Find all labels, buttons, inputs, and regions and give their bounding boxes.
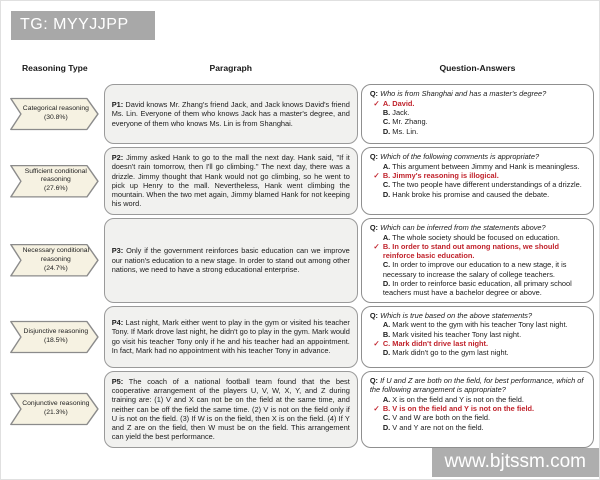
paragraph-text: Jimmy asked Hank to go to the mall the next day. Hank said, "If it doesn't rain tomorrow, then I'll go climbing." The next day, there was a drizzle. Jimmy thought that Hank would not go climbing, so he went to pick up Henry to the mall. Nevertheless, Hank went climbing the mountain. When the two met again, Jimmy blamed Hank for not keeping his word.: [111, 153, 350, 209]
option-letter: A.: [382, 320, 391, 330]
answer-option: [383, 330, 586, 339]
question-label: Q:: [369, 222, 379, 232]
option-letter: B.: [382, 171, 391, 181]
watermark: www.bjtssm.com: [432, 448, 599, 477]
paragraph-box: [104, 84, 358, 144]
option-text: Mark didn't drive last night.: [392, 339, 489, 349]
option-text: In order to improve our education to a new stage, it is necessary to increase the salary of college teachers.: [382, 260, 567, 279]
answer-option: [383, 413, 586, 422]
question-label: Q:: [369, 89, 379, 98]
question-text: Who is from Shanghai and has a master's degree?: [380, 89, 547, 98]
reasoning-type-banner: [9, 243, 101, 277]
option-text: Mr. Zhang.: [392, 117, 428, 127]
option-letter: D.: [382, 279, 391, 289]
answer-option: [383, 117, 586, 126]
answer-option: [373, 171, 586, 181]
option-letter: D.: [382, 189, 391, 199]
reasoning-type-percent: (24.7%): [43, 264, 68, 272]
checkmark-icon: ✓: [373, 339, 380, 349]
options-list: [373, 232, 586, 298]
question-box: [361, 84, 594, 144]
option-letter: A.: [382, 98, 391, 108]
option-text: This argument between Jimmy and Hank is meaningless.: [392, 161, 580, 171]
answer-option: [383, 260, 586, 279]
option-letter: C.: [382, 260, 391, 270]
paragraph-box: [104, 306, 358, 368]
reasoning-table: [9, 63, 594, 451]
option-text: X is on the field and Y is not on the field.: [392, 394, 524, 404]
option-letter: D.: [382, 126, 391, 136]
answer-option: [383, 348, 586, 357]
reasoning-type-percent: (27.6%): [43, 185, 68, 193]
reasoning-type-percent: (21.3%): [43, 409, 68, 417]
option-letter: A.: [382, 232, 391, 242]
paragraph-text: Only if the government reinforces basic education can we improve our nation's education to a new stage. In order to stand out among other nations, we need to have a strong educational enterprise.: [111, 246, 350, 274]
option-text: Ms. Lin.: [392, 126, 419, 136]
table-row: [9, 371, 594, 448]
paragraph-label: P2:: [111, 153, 124, 162]
option-text: Jimmy's reasoning is illogical.: [392, 171, 499, 181]
option-letter: D.: [382, 348, 391, 358]
paragraph-label: P4:: [111, 318, 124, 328]
option-text: V and W are both on the field.: [392, 413, 491, 423]
reasoning-type-cell: [9, 218, 101, 303]
figure-tag: TG: MYYJJPP: [11, 11, 155, 40]
qa-cell: [361, 147, 594, 215]
table-row: [9, 218, 594, 303]
answer-option: [383, 180, 586, 189]
checkmark-icon: ✓: [373, 171, 380, 181]
answer-option: [383, 108, 586, 117]
column-headers: [9, 63, 594, 73]
reasoning-type-banner: [9, 320, 101, 354]
reasoning-type-banner: [9, 164, 101, 198]
answer-option: [383, 162, 586, 171]
qa-cell: [361, 84, 594, 144]
paragraph-box: [104, 147, 358, 215]
reasoning-type-percent: (18.5%): [43, 336, 68, 344]
paragraph-cell: [104, 371, 358, 448]
option-letter: C.: [382, 339, 391, 349]
paragraph-label: P5:: [111, 376, 124, 386]
option-letter: A.: [382, 394, 391, 404]
reasoning-type-label: Conjunctive reasoning: [22, 400, 90, 408]
reasoning-type-banner: [9, 97, 101, 131]
answer-option: [373, 98, 586, 108]
reasoning-type-cell: [9, 147, 101, 215]
option-letter: C.: [382, 117, 391, 127]
question-box: [361, 306, 594, 368]
option-letter: B.: [382, 404, 391, 414]
question-text: Which is true based on the above statements?: [380, 310, 533, 320]
question-text: Which of the following comments is appropriate?: [380, 152, 540, 161]
answer-option: [383, 127, 586, 136]
options-list: [373, 161, 586, 199]
checkmark-icon: ✓: [373, 98, 380, 108]
answer-option: [373, 339, 586, 349]
table-row: [9, 84, 594, 144]
option-letter: D.: [382, 422, 391, 432]
option-letter: B.: [382, 108, 391, 118]
qa-cell: [361, 371, 594, 448]
paragraph-box: [104, 218, 358, 303]
checkmark-icon: ✓: [373, 404, 380, 414]
option-text: Mark visited his teacher Tony last night.: [392, 329, 522, 339]
option-text: Mark didn't go to the gym last night.: [392, 348, 509, 358]
table-row: [9, 147, 594, 215]
option-text: David.: [392, 98, 415, 108]
paragraph-cell: [104, 306, 358, 368]
answer-option: [383, 423, 586, 432]
reasoning-type-cell: [9, 84, 101, 144]
options-list: [373, 98, 586, 136]
answer-option: [383, 279, 586, 298]
paragraph-label: P3:: [111, 246, 124, 256]
answer-option: [383, 190, 586, 199]
answer-option: [383, 233, 586, 242]
reasoning-type-label: Necessary conditional reasoning: [22, 246, 90, 263]
reasoning-type-banner: [9, 392, 101, 426]
answer-option: [373, 404, 586, 414]
question-label: Q:: [369, 152, 379, 161]
question-text: If U and Z are both on the field, for best performance, which of the following arrangement is appropriate?: [369, 375, 584, 394]
option-letter: B.: [382, 241, 391, 251]
reasoning-type-label: Disjunctive reasoning: [23, 327, 89, 335]
paragraph-label: P1:: [111, 100, 124, 110]
option-text: In order to reinforce basic education, all primary school teachers must have a bachelor degree or above.: [382, 279, 572, 298]
question-box: [361, 218, 594, 303]
paragraph-cell: [104, 147, 358, 215]
option-text: V and Y are not on the field.: [392, 422, 484, 432]
question-text: Which can be inferred from the statements above?: [380, 222, 546, 232]
reasoning-type-label: Categorical reasoning: [22, 105, 89, 113]
question-box: [361, 147, 594, 215]
question-box: [361, 371, 594, 448]
question-label: Q:: [369, 375, 379, 385]
options-list: [373, 320, 586, 358]
column-header-question-answers: Question-Answers: [439, 63, 516, 73]
option-text: The whole society should be focused on education.: [392, 232, 560, 242]
option-text: Mark went to the gym with his teacher Tony last night.: [392, 320, 568, 330]
paragraph-cell: [104, 218, 358, 303]
option-letter: B.: [382, 329, 391, 339]
paragraph-cell: [104, 84, 358, 144]
paragraph-box: [104, 371, 358, 448]
paragraph-text: Last night, Mark either went to play in the gym or visited his teacher Tony. If Mark drove last night, he didn't go to play in the gym. Mark would go visit his teacher Tony only if he and his teacher had an appointment. In fact, Mark had no appointment with his teacher Tony in advance.: [111, 318, 350, 355]
answer-option: [383, 320, 586, 329]
checkmark-icon: ✓: [373, 241, 380, 251]
option-letter: A.: [382, 161, 391, 171]
qa-cell: [361, 306, 594, 368]
reasoning-type-label: Sufficient conditional reasoning: [24, 167, 87, 184]
reasoning-type-percent: (30.8%): [43, 114, 68, 121]
reasoning-type-cell: [9, 371, 101, 448]
answer-option: [373, 241, 586, 261]
qa-cell: [361, 218, 594, 303]
option-text: V is on the field and Y is not on the field.: [392, 404, 535, 414]
option-text: In order to stand out among nations, we should reinforce basic education.: [382, 241, 559, 261]
reasoning-type-cell: [9, 306, 101, 368]
column-header-reasoning-type: Reasoning Type: [21, 63, 88, 73]
paragraph-text: David knows Mr. Zhang's friend Jack, and Jack knows David's friend Ms. Lin. Everyone of them who knows Jack has a master's degree, and everyone of them who knows Ms. Lin is from Shanghai.: [111, 100, 350, 128]
option-text: Jack.: [392, 108, 410, 118]
option-text: The two people have different understandings of a drizzle.: [392, 180, 582, 190]
paragraph-text: The coach of a national football team found that the best cooperative arrangement of the players U, V, W, X, Y, and Z during training are: (1) V and X can not be on the field at the same time, and neither can be off the field the same time. (2) V is not on the field only if U is not on the field. (3) If W is on the field, then X is on the field. (4) If Y and Z are on the field, then W must be on the field. This arrangement can yield the best performance.: [111, 376, 350, 442]
option-letter: C.: [382, 180, 391, 190]
options-list: [373, 394, 586, 432]
question-label: Q:: [369, 310, 379, 320]
option-letter: C.: [382, 413, 391, 423]
answer-option: [383, 395, 586, 404]
column-header-paragraph: Paragraph: [209, 63, 252, 73]
option-text: Hank broke his promise and caused the debate.: [392, 189, 550, 199]
table-row: [9, 306, 594, 368]
